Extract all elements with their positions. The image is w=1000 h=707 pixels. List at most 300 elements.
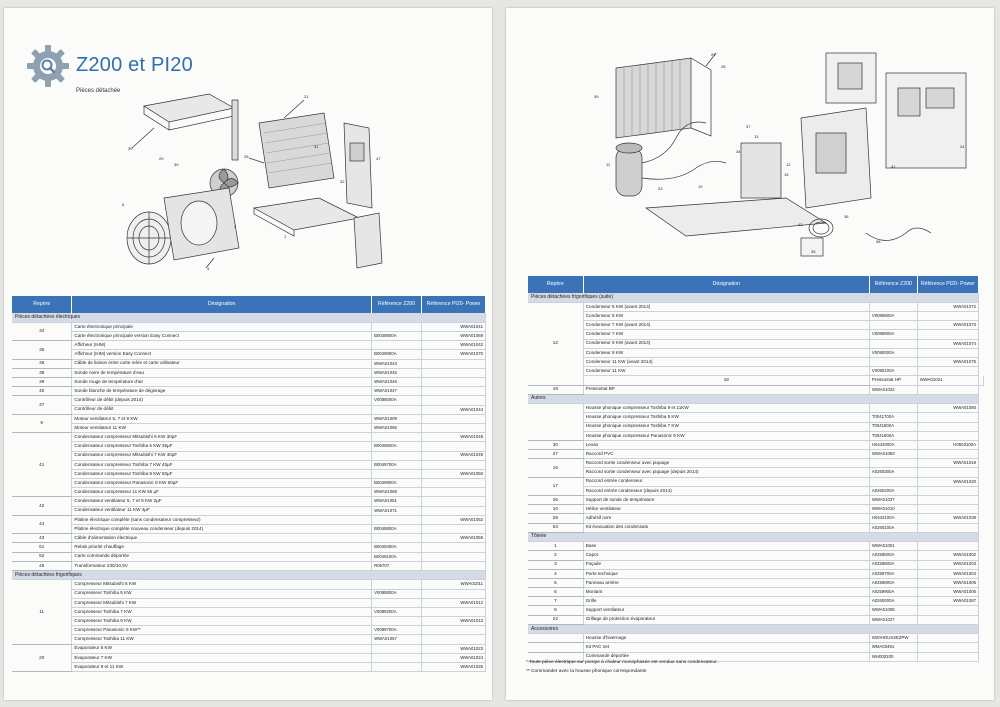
cell-designation: Hélice ventilateur	[583, 505, 869, 514]
cell-designation: Façade	[583, 560, 869, 569]
section-row	[12, 570, 486, 579]
svg-text:24: 24	[960, 144, 965, 149]
header-ref-z200: Référence Z200	[372, 296, 422, 313]
cell-repere: 5	[528, 578, 583, 587]
cell-designation: Compresseur Toshiba 5 KW	[72, 589, 372, 598]
section-title: Pièces détachées électriques	[12, 313, 486, 322]
table-row	[528, 302, 984, 311]
table-row	[528, 339, 984, 348]
cell-repere: 8	[528, 606, 583, 615]
cell-ref-pi20: WWA01055	[422, 534, 486, 543]
table-row	[528, 634, 984, 643]
svg-text:41: 41	[891, 164, 896, 169]
cell-ref-pi20: WWA01073	[917, 321, 978, 330]
cell-ref-pi20	[917, 523, 978, 532]
cell-designation: Pressostat HP	[869, 376, 917, 385]
cell-designation: Moteur ventilateur 11 KW	[72, 423, 372, 432]
table-row	[12, 617, 486, 626]
cell-designation: Condensateur compresseur Toshiba 7 KW 45µF	[72, 460, 372, 469]
cell-designation: Condensateur ventilateur 11 KW 4µF	[72, 506, 372, 515]
cell-ref-pi20: WWA01069	[422, 332, 486, 341]
cell-ref-pi20: WWA01006	[917, 588, 978, 597]
cell-ref-pi20: WWA01039	[917, 514, 978, 523]
cell-repere: 46	[12, 561, 72, 570]
table-row	[528, 367, 984, 376]
cell-ref-pi20: WWA01072	[917, 302, 978, 311]
table-row	[528, 486, 984, 495]
cell-designation: Condensateur ventilateur 5, 7 et 9 KW 2µF	[72, 497, 372, 506]
cell-ref-pi20: WWA01042	[422, 341, 486, 350]
cell-repere	[528, 634, 583, 643]
cell-ref-z200	[372, 598, 422, 607]
cell-designation: Sonde noire de température d'eau	[72, 368, 372, 377]
cell-designation: Transformateur 230/10,5V	[72, 561, 372, 570]
cell-ref-z200: WWA01066	[372, 423, 422, 432]
cell-ref-pi20: WWA01005	[917, 578, 978, 587]
table-row	[528, 348, 984, 357]
table-row	[12, 341, 486, 350]
cell-designation: Panneau arrière	[583, 578, 869, 587]
cell-ref-pi20	[917, 431, 978, 440]
cell-ref-z200: B0049000A	[372, 350, 422, 359]
cell-ref-pi20	[917, 652, 978, 661]
table-row	[12, 433, 486, 442]
cell-ref-pi20: WWA01075	[917, 358, 978, 367]
cell-repere: 2	[528, 551, 583, 560]
cell-ref-z200: WWA01009	[372, 414, 422, 423]
header-ref-pi20: Référence PI20- Power	[422, 296, 486, 313]
cell-ref-z200: T0041700A	[869, 413, 917, 422]
cell-ref-z200	[372, 644, 422, 653]
header-repere: Repère	[12, 296, 72, 313]
cell-ref-z200: A0259700A	[869, 569, 917, 578]
cell-designation: Housse phonique compresseur Toshiba 9 et 11KW	[583, 404, 869, 413]
page-subtitle: Pièces détachée	[76, 88, 121, 94]
cell-repere: 1	[528, 542, 583, 551]
section-row	[528, 532, 984, 541]
table-row	[528, 551, 984, 560]
table-row	[12, 653, 486, 662]
section-title: Pièces détachées frigorifiques	[12, 570, 486, 579]
cell-ref-z200: T0041600A	[869, 431, 917, 440]
cell-ref-z200: B0049400A	[372, 543, 422, 552]
table-row	[12, 460, 486, 469]
cell-designation: Raccord sortie condenseur avec piquage (depuis 2014)	[583, 468, 869, 477]
table-row	[12, 405, 486, 414]
cell-ref-z200: R06707	[372, 561, 422, 570]
cell-ref-z200: B0048900A	[372, 332, 422, 341]
cell-designation: Compresseur Toshiba 9 KW	[72, 617, 372, 626]
cell-ref-pi20: WWA01049	[422, 451, 486, 460]
cell-designation: Housse phonique compresseur Toshiba 5 KW	[583, 413, 869, 422]
table-row	[12, 479, 486, 488]
table-row	[12, 497, 486, 506]
cell-ref-z200: WMA03491	[869, 643, 917, 652]
table-row	[528, 431, 984, 440]
cell-designation: Condenseur 11 KW	[583, 367, 869, 376]
cell-designation: Afficheur (IHM)	[72, 341, 372, 350]
table-row	[528, 615, 984, 624]
cell-ref-pi20	[917, 496, 978, 505]
cell-designation: Housse phonique compresseur Toshiba 7 KW	[583, 422, 869, 431]
table-row	[12, 543, 486, 552]
cell-repere: 7	[528, 597, 583, 606]
exploded-view-diagram-left	[114, 88, 394, 278]
cell-ref-z200: V0089900A	[869, 330, 917, 339]
table-row	[12, 561, 486, 570]
cell-ref-z200: WWA01022	[869, 385, 917, 394]
cell-ref-z200: B0049100A	[372, 552, 422, 561]
cell-ref-pi20	[422, 359, 486, 368]
cell-repere: 4	[528, 569, 583, 578]
cell-designation: Raccord sortie condenseur avec piquage	[583, 459, 869, 468]
svg-text:39: 39	[594, 94, 599, 99]
cell-ref-z200	[372, 405, 422, 414]
cell-repere: 34	[12, 322, 72, 340]
svg-text:30: 30	[174, 162, 179, 167]
cell-ref-z200: WWA01047	[372, 387, 422, 396]
table-row	[12, 525, 486, 534]
cell-ref-pi20	[422, 387, 486, 396]
gear-logo-icon	[24, 42, 72, 90]
cell-ref-pi20	[422, 368, 486, 377]
cell-repere: 30	[528, 440, 583, 449]
table-row	[528, 560, 984, 569]
cell-designation: Condenseur 7 KW	[583, 330, 869, 339]
cell-ref-pi20	[422, 396, 486, 405]
table-row	[528, 385, 984, 394]
header-designation: Désignation	[583, 276, 869, 293]
table-row	[528, 321, 984, 330]
cell-ref-z200	[372, 534, 422, 543]
cell-designation: Compresseur Toshiba 7 KW	[72, 607, 372, 616]
cell-ref-z200	[372, 341, 422, 350]
cell-repere: 52	[12, 552, 72, 561]
cell-ref-z200	[869, 358, 917, 367]
cell-repere: 29	[528, 514, 583, 523]
table-row	[528, 606, 984, 615]
cell-designation: Condenseur 5 KW	[583, 312, 869, 321]
cell-ref-z200	[372, 433, 422, 442]
table-row	[12, 387, 486, 396]
svg-text:35: 35	[811, 249, 816, 254]
cell-designation: Support de sonde de température	[583, 496, 869, 505]
cell-ref-pi20	[917, 413, 978, 422]
cell-ref-z200: WWA01043	[372, 359, 422, 368]
cell-repere	[528, 643, 583, 652]
cell-ref-z200: A0260300A	[869, 468, 917, 477]
table-row	[12, 423, 486, 432]
cell-designation: Condenseur 5 KW (avant 2014)	[583, 302, 869, 311]
cell-repere: 51	[12, 543, 72, 552]
cell-ref-pi20: WWA01070	[422, 350, 486, 359]
svg-text:37: 37	[746, 124, 751, 129]
cell-ref-pi20: WWA01048	[422, 433, 486, 442]
cell-ref-pi20	[917, 634, 978, 643]
cell-ref-pi20: WWA01052	[422, 515, 486, 524]
cell-repere: 40	[12, 387, 72, 396]
cell-ref-pi20: WWA01074	[917, 339, 978, 348]
svg-text:13: 13	[754, 134, 759, 139]
cell-designation: Câble d'alimentation électrique	[72, 534, 372, 543]
cell-designation: Condenseur 11 KW (avant 2014)	[583, 358, 869, 367]
table-row	[12, 506, 486, 515]
cell-designation: Kit évacuation des condensats	[583, 523, 869, 532]
cell-ref-z200: V0088000A	[372, 396, 422, 405]
cell-designation: Contrôleur de débit	[72, 405, 372, 414]
cell-designation: Afficheur (IHM) version Easy Connect	[72, 350, 372, 359]
cell-ref-z200	[372, 515, 422, 524]
svg-text:15: 15	[784, 172, 789, 177]
header-designation: Désignation	[72, 296, 372, 313]
cell-ref-pi20	[917, 542, 978, 551]
cell-ref-z200: T0041800A	[869, 422, 917, 431]
exploded-view-diagram-right	[586, 48, 976, 263]
left-page	[4, 8, 492, 700]
section-title: Pièces détachées frigorifiques (suite)	[528, 293, 979, 302]
cell-designation: Compresseur Toshiba 11 KW	[72, 635, 372, 644]
cell-ref-pi20: WWA01025	[422, 663, 486, 672]
cell-ref-z200: A0259800A	[869, 578, 917, 587]
cell-ref-pi20	[422, 378, 486, 387]
svg-text:32: 32	[340, 179, 345, 184]
svg-text:29: 29	[711, 52, 716, 57]
svg-text:47: 47	[376, 156, 381, 161]
cell-designation: Condensateur compresseur Mitsubishi 7 KW 40µF	[72, 451, 372, 460]
cell-designation: Compresseur Mitsubishi 5 KW	[72, 580, 372, 589]
cell-repere: 37	[12, 396, 72, 414]
table-row	[12, 644, 486, 653]
cell-designation: Adhésif nom	[583, 514, 869, 523]
cell-ref-z200: B0049900A	[372, 479, 422, 488]
header-ref-z200: Référence Z200	[869, 276, 917, 293]
table-row	[12, 534, 486, 543]
svg-text:19: 19	[698, 184, 703, 189]
footnotes	[526, 658, 718, 676]
page-title: Z200 et PI20	[76, 54, 193, 76]
cell-ref-pi20	[917, 312, 978, 321]
cell-ref-pi20: WWA01041	[422, 322, 486, 331]
table-row	[528, 422, 984, 431]
cell-repere: 6	[528, 588, 583, 597]
cell-designation: Grille	[583, 597, 869, 606]
svg-text:12: 12	[786, 162, 791, 167]
cell-ref-z200: V0090000A	[869, 348, 917, 357]
table-row	[528, 468, 984, 477]
cell-ref-pi20	[422, 488, 486, 497]
table-row	[12, 626, 486, 635]
svg-text:36: 36	[844, 214, 849, 219]
table-row	[528, 523, 984, 532]
cell-ref-z200: B0049500A	[372, 442, 422, 451]
svg-text:1: 1	[284, 234, 287, 239]
cell-repere: 36	[12, 359, 72, 368]
cell-ref-z200: H0442100A	[869, 514, 917, 523]
table-row	[12, 451, 486, 460]
section-title: Tôlerie	[528, 532, 979, 541]
cell-ref-pi20	[422, 552, 486, 561]
table-row	[528, 404, 984, 413]
cell-ref-z200	[869, 321, 917, 330]
table-row	[528, 459, 984, 468]
cell-designation: Condensateur compresseur 11 KW 55 µF	[72, 488, 372, 497]
cell-ref-pi20	[422, 607, 486, 616]
cell-ref-z200: WWA01045	[372, 368, 422, 377]
svg-text:28: 28	[721, 64, 726, 69]
svg-text:43: 43	[798, 222, 803, 227]
cell-repere: 9	[12, 414, 72, 432]
table-row	[12, 515, 486, 524]
cell-ref-pi20	[422, 589, 486, 598]
table-row	[528, 312, 984, 321]
table-row	[12, 580, 486, 589]
cell-designation: Condensateur compresseur Panasonic 9 KW 60µF	[72, 479, 372, 488]
cell-ref-pi20	[422, 460, 486, 469]
table-row	[12, 332, 486, 341]
right-page	[506, 8, 994, 700]
cell-ref-pi20: WWA01023	[422, 644, 486, 653]
table-row	[12, 442, 486, 451]
cell-repere: 3	[528, 560, 583, 569]
table-row	[12, 396, 486, 405]
cell-ref-pi20	[917, 468, 978, 477]
cell-designation: Capot	[583, 551, 869, 560]
cell-repere: 26	[528, 496, 583, 505]
parts-table-right	[528, 276, 984, 662]
cell-ref-z200: WWA01021	[917, 376, 978, 385]
cell-ref-pi20: WWA01044	[422, 405, 486, 414]
cell-designation: Carte commande déportée	[72, 552, 372, 561]
table-row	[528, 358, 984, 367]
cell-ref-z200: WWA01037	[869, 496, 917, 505]
cell-ref-z200: WWA01046	[372, 378, 422, 387]
cell-ref-pi20	[917, 422, 978, 431]
cell-ref-z200: B0049700A	[372, 460, 422, 469]
cell-ref-pi20: WWA01002	[917, 551, 978, 560]
cell-ref-z200	[372, 617, 422, 626]
table-row	[12, 635, 486, 644]
cell-designation: Condensateur compresseur Toshiba 5 KW 35µF	[72, 442, 372, 451]
cell-designation: Moteur ventilateur 5, 7 et 9 KW	[72, 414, 372, 423]
cell-designation: Condenseur 9 KW	[583, 348, 869, 357]
table-row	[528, 542, 984, 551]
cell-ref-z200	[372, 580, 422, 589]
cell-ref-pi20	[422, 543, 486, 552]
cell-repere: 22	[528, 615, 583, 624]
cell-designation: Base	[583, 542, 869, 551]
cell-ref-pi20	[917, 348, 978, 357]
table-row	[12, 378, 486, 387]
cell-ref-pi20: WWA01024	[422, 653, 486, 662]
cell-ref-z200: A0259500A	[869, 551, 917, 560]
cell-designation: Evaporateur 5 KW	[72, 644, 372, 653]
cell-repere	[528, 404, 583, 441]
cell-designation: Housse d'hivernage	[583, 634, 869, 643]
cell-ref-z200: WWA01083	[869, 450, 917, 459]
table-row	[12, 488, 486, 497]
cell-designation: Evaporateur 9 et 11 KW	[72, 663, 372, 672]
cell-ref-z200	[869, 404, 917, 413]
cell-ref-pi20	[917, 330, 978, 339]
cell-ref-z200: V0089700A	[372, 626, 422, 635]
svg-text:25: 25	[244, 154, 249, 159]
svg-text:39: 39	[128, 146, 133, 151]
section-row	[528, 394, 984, 403]
cell-designation: Condenseur 9 KW (avant 2014)	[583, 339, 869, 348]
cell-ref-pi20: WWA01012	[422, 598, 486, 607]
cell-designation: Compresseur Mitsubishi 7 KW	[72, 598, 372, 607]
cell-ref-z200	[869, 459, 917, 468]
cell-ref-z200: H0442000A	[869, 440, 917, 449]
table-row	[528, 514, 984, 523]
cell-designation: Condenseur 7 KW (avant 2014)	[583, 321, 869, 330]
cell-repere: 12	[528, 302, 583, 385]
cell-ref-z200: WH000200	[869, 652, 917, 661]
table-row	[528, 505, 984, 514]
cell-ref-z200: A0259900A	[869, 588, 917, 597]
cell-ref-pi20: WWA01004	[917, 569, 978, 578]
svg-text:4: 4	[207, 266, 210, 271]
cell-repere: 35	[12, 341, 72, 359]
cell-ref-z200: A0259600A	[869, 560, 917, 569]
cell-designation: Contrôleur de débit (depuis 2014)	[72, 396, 372, 405]
cell-ref-pi20: H0503100A	[917, 440, 978, 449]
cell-ref-pi20	[917, 367, 978, 376]
cell-ref-pi20	[422, 442, 486, 451]
cell-ref-pi20	[422, 525, 486, 534]
cell-ref-z200	[869, 477, 917, 486]
svg-text:21: 21	[304, 94, 309, 99]
cell-designation: Raccord entrée condenseur (depuis 2014)	[583, 486, 869, 495]
table-row	[12, 359, 486, 368]
cell-designation: Kit PAC net	[583, 643, 869, 652]
parts-table-left	[12, 296, 486, 672]
table-row	[528, 578, 984, 587]
cell-ref-pi20: WWA01011	[422, 580, 486, 589]
cell-designation: Raccord PVC	[583, 450, 869, 459]
cell-designation: Platine électrique complète nouveau condenseur (depuis 2014)	[72, 525, 372, 534]
cell-designation: Montant	[583, 588, 869, 597]
cell-repere: 42	[12, 497, 72, 515]
cell-designation: Sonde rouge de température d'air	[72, 378, 372, 387]
cell-repere: 27	[528, 450, 583, 459]
cell-repere: 53	[528, 523, 583, 532]
cell-ref-pi20	[422, 626, 486, 635]
cell-designation: Evaporateur 7 KW	[72, 653, 372, 662]
cell-ref-pi20	[917, 615, 978, 624]
svg-text:31: 31	[314, 144, 319, 149]
table-row	[528, 496, 984, 505]
table-row	[12, 322, 486, 331]
cell-ref-pi20	[422, 506, 486, 515]
cell-ref-z200: B0048800A	[372, 525, 422, 534]
table-row	[12, 589, 486, 598]
svg-text:11: 11	[606, 162, 611, 167]
cell-ref-z200: WWA01010	[869, 505, 917, 514]
cell-ref-z200	[372, 653, 422, 662]
cell-repere: 43	[12, 534, 72, 543]
cell-designation: Carte électronique principale version Easy Connect	[72, 332, 372, 341]
cell-repere: 38	[12, 368, 72, 377]
table-row	[528, 413, 984, 422]
cell-designation: Platine électrique complète (sans condensateur compresseur)	[72, 515, 372, 524]
cell-repere: 11	[12, 580, 72, 644]
svg-text:6: 6	[122, 202, 125, 207]
section-row	[528, 293, 984, 302]
cell-ref-pi20	[917, 606, 978, 615]
table-row	[528, 450, 984, 459]
table-row	[12, 368, 486, 377]
